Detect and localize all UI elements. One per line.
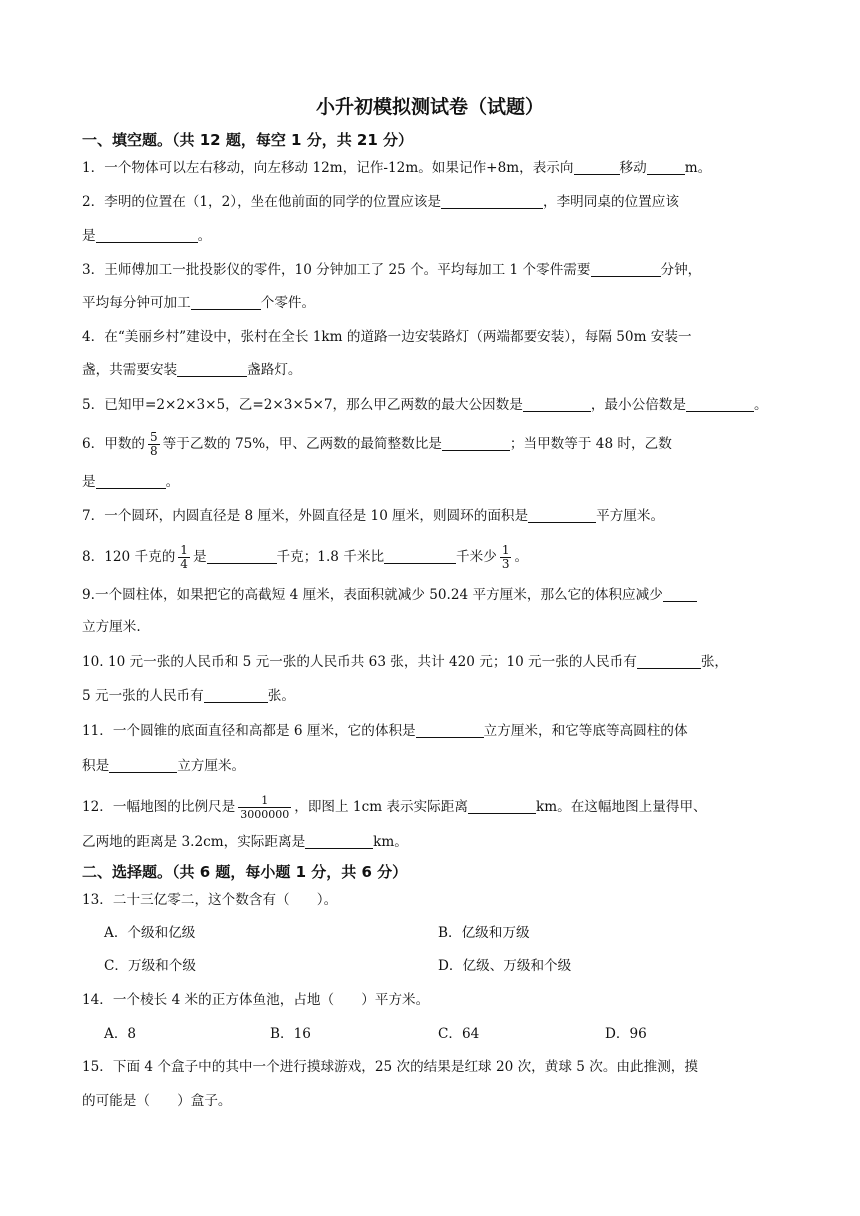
fraction: $\frac{5}{8}$	[150, 430, 158, 458]
question-9: 9.一个圆柱体，如果把它的高截短 4 厘米，表面积就减少 50.24 平方厘米，那么它的体积应减少	[82, 585, 697, 605]
answer-blank[interactable]	[468, 798, 536, 814]
question-3-cont: 平均每分钟可加工 个零件。	[82, 295, 316, 311]
question-11-cont: 积是 立方厘米。	[82, 758, 246, 774]
answer-blank[interactable]	[528, 507, 596, 523]
question-3: 3．王师傅加工一批投影仪的零件，10 分钟加工了 25 个。平均每加工 1 个零件需要 分钟，	[82, 262, 702, 278]
answer-blank[interactable]	[416, 722, 484, 738]
answer-blank[interactable]	[384, 548, 456, 564]
section-heading-choice: 二、选择题。（共 6 题，每小题 1 分，共 6 分）	[82, 863, 408, 881]
option-c[interactable]: C．万级和个级	[104, 958, 196, 974]
option-d[interactable]: D．96	[605, 1026, 647, 1042]
question-11: 11．一个圆锥的底面直径和高都是 6 厘米，它的体积是 立方厘米，和它等底等高圆柱的体	[82, 723, 688, 739]
page-title: 小升初模拟测试卷（试题）	[315, 96, 544, 118]
answer-blank[interactable]	[523, 396, 591, 412]
answer-blank[interactable]	[637, 653, 701, 669]
answer-blank[interactable]	[191, 294, 261, 310]
fraction: $\frac{1}{3}$	[501, 543, 510, 571]
question-6-cont: 是 。	[82, 474, 180, 490]
answer-blank[interactable]	[305, 833, 373, 849]
answer-blank[interactable]	[441, 193, 543, 209]
option-b[interactable]: B．16	[270, 1026, 311, 1042]
question-8: 8．120 千克的 $\frac{1}{4}$ 是 千克；1.8 千米比 千米少 $\frac{1}{3}$ 。	[82, 543, 529, 571]
answer-blank[interactable]	[109, 757, 177, 773]
question-4: 4．在“美丽乡村”建设中，张村在全长 1km 的道路一边安装路灯（两端都要安装），每隔 50m 安装一	[82, 329, 692, 345]
question-7: 7．一个圆环，内圆直径是 8 厘米，外圆直径是 10 厘米，则圆环的面积是 平方厘米。	[82, 508, 665, 524]
option-b[interactable]: B．亿级和万级	[438, 925, 530, 941]
answer-blank[interactable]	[177, 361, 247, 377]
option-a[interactable]: A．8	[104, 1026, 137, 1042]
fraction: $\frac{1}{3000000}$	[240, 794, 290, 821]
question-4-cont: 盏，共需要安装 盏路灯。	[82, 362, 302, 378]
answer-blank[interactable]	[591, 261, 661, 277]
answer-blank[interactable]	[96, 473, 166, 489]
question-5: 5．已知甲=2×2×3×5，乙=2×3×5×7，那么甲乙两数的最大公因数是 ，最小公倍数是 。	[82, 397, 768, 413]
question-14: 14．一个棱长 4 米的正方体鱼池，占地（ ）平方米。	[82, 992, 430, 1008]
question-13: 13．二十三亿零二，这个数含有（ ）。	[82, 892, 338, 908]
option-d[interactable]: D．亿级、万级和个级	[438, 958, 572, 974]
option-a[interactable]: A．个级和亿级	[104, 925, 196, 941]
answer-blank[interactable]	[207, 548, 277, 564]
answer-blank[interactable]	[663, 586, 697, 602]
question-10: 10. 10 元一张的人民币和 5 元一张的人民币共 63 张，共计 420 元；10 元一张的人民币有 张，	[82, 654, 728, 670]
question-15-cont: 的可能是（ ）盒子。	[82, 1093, 232, 1109]
answer-blank[interactable]	[647, 159, 685, 175]
question-2: 2．李明的位置在（1，2），坐在他前面的同学的位置应该是 ，李明同桌的位置应该	[82, 194, 679, 210]
fraction: $\frac{1}{4}$	[180, 543, 188, 571]
answer-blank[interactable]	[574, 159, 620, 175]
question-12-cont: 乙两地的距离是 3.2cm，实际距离是 km。	[82, 834, 408, 850]
question-6: 6．甲数的 $\frac{5}{8}$ 等于乙数的 75%，甲、乙两数的最简整数比是 ；当甲数等于 48 时，乙数	[82, 430, 672, 458]
question-1: 1．一个物体可以左右移动，向左移动 12m，记作-12m。如果记作+8m，表示向 移动 m。	[82, 160, 712, 176]
option-c[interactable]: C．64	[438, 1026, 480, 1042]
question-12: 12．一幅地图的比例尺是 $\frac{1}{3000000}$ ，即图上 1cm 表示实际距离 km。在这幅地图上量得甲、	[82, 794, 707, 821]
answer-blank[interactable]	[96, 227, 198, 243]
question-2-cont: 是 。	[82, 228, 212, 244]
question-15: 15．下面 4 个盒子中的其中一个进行摸球游戏，25 次的结果是红球 20 次，黄球 5 次。由此推测，摸	[82, 1059, 698, 1075]
section-heading-fill-in: 一、填空题。（共 12 题，每空 1 分，共 21 分）	[82, 131, 414, 149]
answer-blank[interactable]	[686, 396, 754, 412]
question-10-cont: 5 元一张的人民币有 张。	[82, 688, 295, 704]
question-9-cont: 立方厘米.	[82, 619, 141, 635]
answer-blank[interactable]	[442, 435, 510, 451]
answer-blank[interactable]	[204, 687, 268, 703]
